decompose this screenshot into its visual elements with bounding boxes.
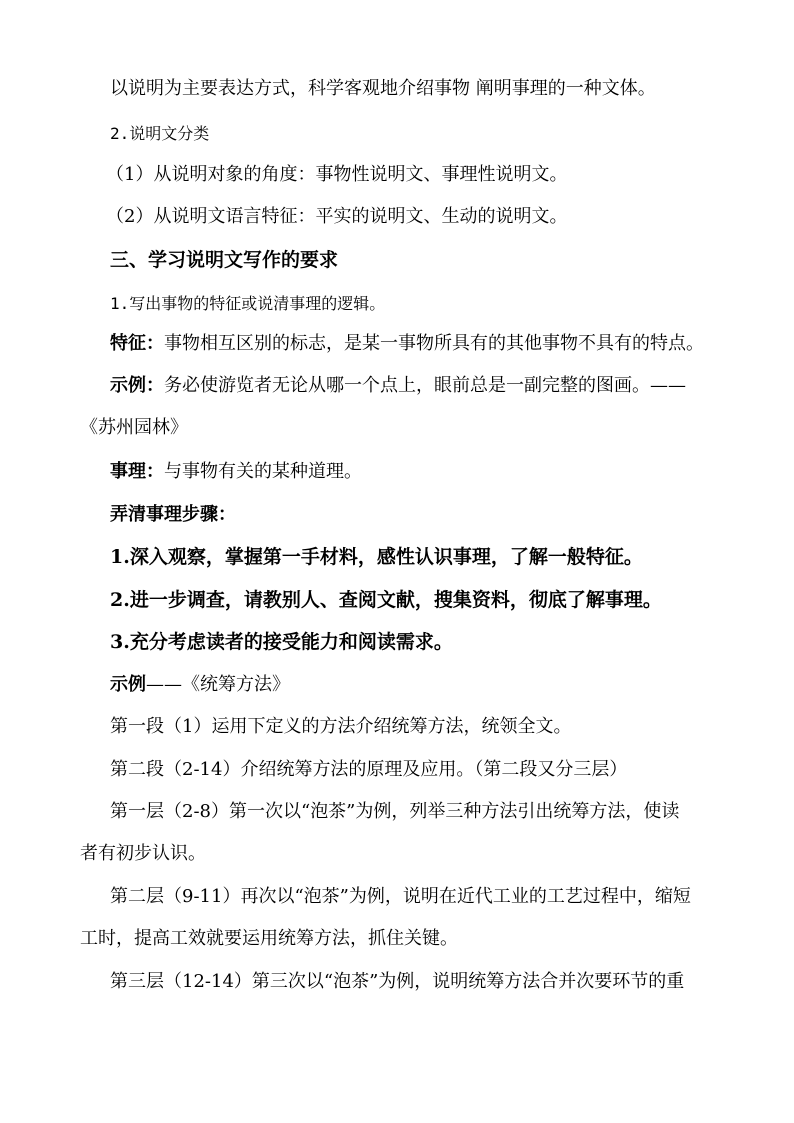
paragraph-layer-2b: 工时，提高工效就要运用统筹方法，抓住关键。 <box>80 928 458 949</box>
paragraph-layer-1a: 第一层（2-8）第一次以“泡茶”为例，列举三种方法引出统筹方法，使读 <box>110 801 680 822</box>
example-text: 务必使游览者无论从哪一个点上，眼前总是一副完整的图画。—— <box>164 375 686 396</box>
paragraph-example-2 <box>110 673 732 697</box>
paragraph-steps-title: 弄清事理步骤： <box>110 504 236 525</box>
paragraph-step-3: 3.充分考虑读者的接受能力和阅读需求。 <box>110 631 453 653</box>
paragraph-feature <box>110 332 732 356</box>
paragraph-definition: 以说明为主要表达方式，科学客观地介绍事物 阐明事理的一种文体。 <box>110 78 656 99</box>
paragraph-classification-2: （2）从说明文语言特征：平实的说明文、生动的说明文。 <box>106 206 568 227</box>
paragraph-layer-3a: 第三层（12-14）第三次以“泡茶”为例，说明统筹方法合并次要环节的重 <box>110 971 685 992</box>
paragraph-step-1: 1.深入观察，掌握第一手材料，感性认识事理，了解一般特征。 <box>110 546 643 568</box>
paragraph-step-2: 2.进一步调查，请教别人、查阅文献，搜集资料，彻底了解事理。 <box>110 589 662 611</box>
reason-label: 事理： <box>110 461 164 482</box>
section-heading-3: 三、学习说明文写作的要求 <box>110 249 339 271</box>
paragraph-layer-1b: 者有初步认识。 <box>80 843 206 864</box>
feature-text: 事物相互区别的标志，是某一事物所具有的其他事物不具有的特点。 <box>164 333 704 354</box>
example-2-text: ——《统筹方法》 <box>146 674 290 695</box>
paragraph-section-1: 第一段（1）运用下定义的方法介绍统筹方法，统领全文。 <box>110 716 572 737</box>
paragraph-requirement-1: 1.写出事物的特征或说清事理的逻辑。 <box>110 294 386 313</box>
example-2-label: 示例 <box>110 674 146 695</box>
paragraph-reason <box>110 460 732 484</box>
example-label: 示例： <box>110 375 164 396</box>
paragraph-example-source: 《苏州园林》 <box>80 417 188 438</box>
reason-text: 与事物有关的某种道理。 <box>164 461 362 482</box>
paragraph-section-2: 第二段（2-14）介绍统筹方法的原理及应用。（第二段又分三层） <box>110 759 628 780</box>
paragraph-example-1 <box>110 374 732 398</box>
paragraph-classification-1: （1）从说明对象的角度：事物性说明文、事理性说明文。 <box>106 164 568 185</box>
paragraph-layer-2a: 第二层（9-11）再次以“泡茶”为例，说明在近代工业的工艺过程中，缩短 <box>110 886 691 907</box>
paragraph-classification-title: 2.说明文分类 <box>110 124 210 143</box>
feature-label: 特征： <box>110 333 164 354</box>
